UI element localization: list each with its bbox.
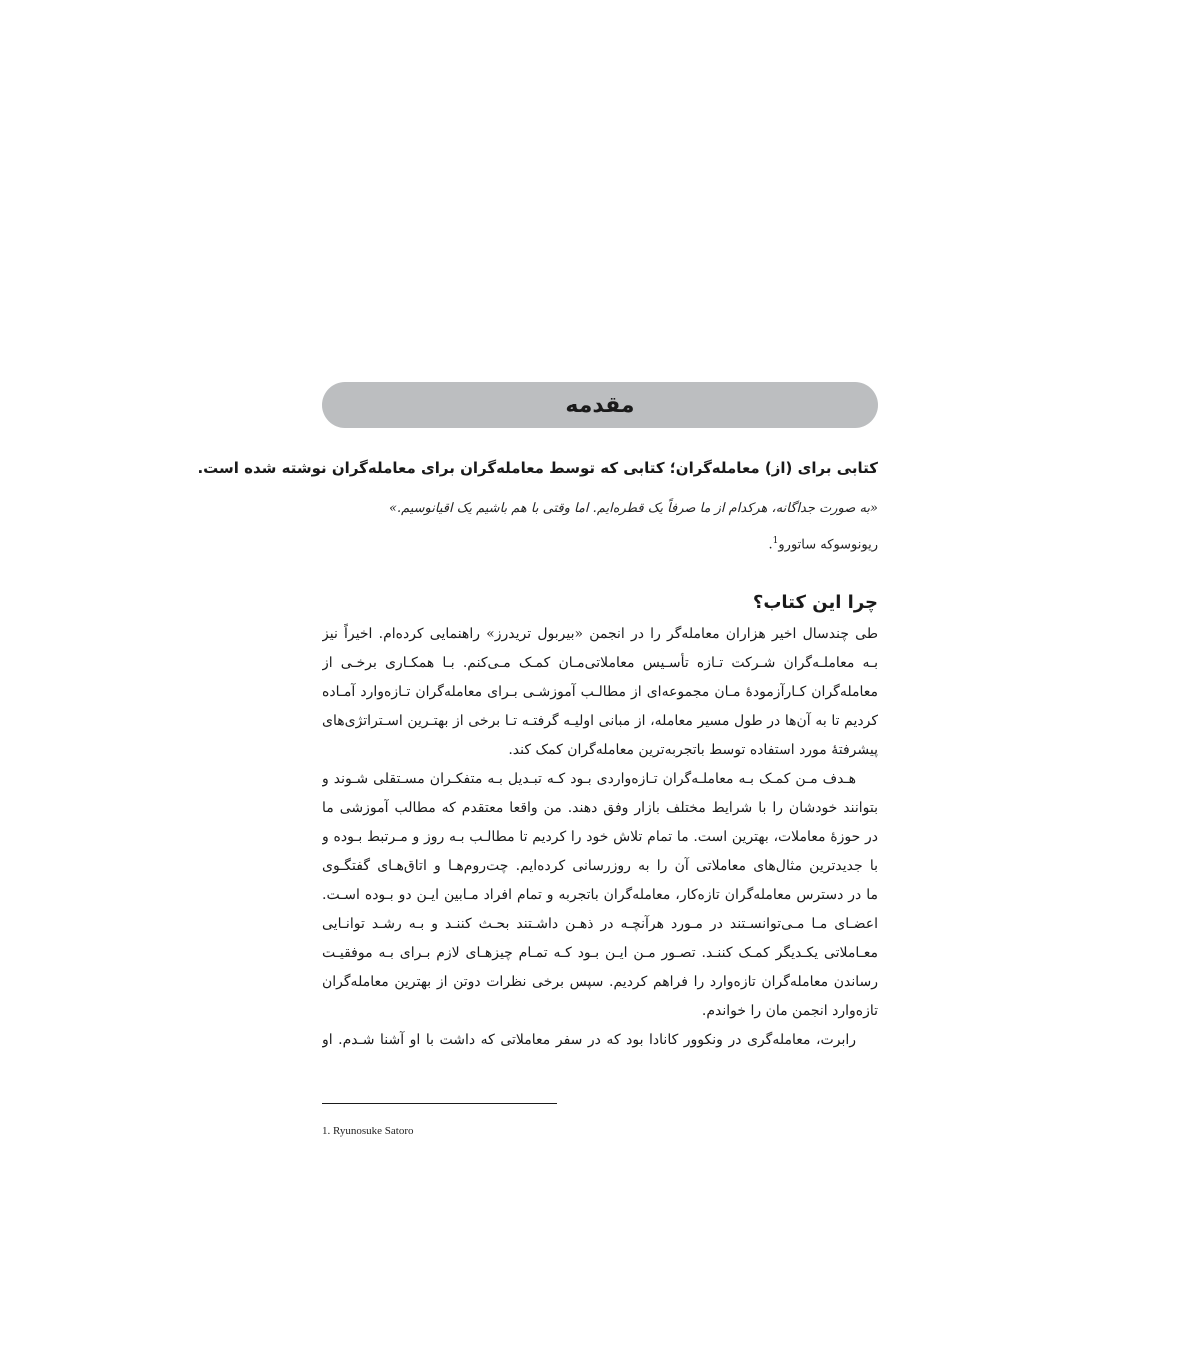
paragraph-line: در حوزهٔ معاملات، بهترین است. ما تمام تلاش خود را کردیم تا مطالـب بـه روز و مـرتبط بـوده و <box>322 829 878 845</box>
paragraph-line: معامله‌گران کـارآزمودهٔ مـان مجموعه‌ای از مطالـب آموزشـی بـرای معامله‌گران تـازه‌وارد آمـاده <box>322 684 878 700</box>
book-page <box>197 0 878 1372</box>
chapter-title: مقدمه <box>565 392 635 418</box>
paragraph-line: طی چندسال اخیر هزاران معامله‌گر را در انجمن «بیربول تریدرز» راهنمایی کرده‌ام. اخیراً نیز <box>322 626 878 642</box>
footnote-marker: 1 <box>772 536 779 546</box>
paragraph-line: رساندن معامله‌گران تازه‌وارد را فراهم کردیم. سپس برخی نظرات دوتن از بهترین معامله‌گران <box>322 974 878 990</box>
epigraph-quote: «به صورت جداگانه، هرکدام از ما صرفاً یک قطره‌ایم. اما وقتی با هم باشیم یک اقیانوسیم.» <box>388 501 878 516</box>
section-heading: چرا این کتاب؟ <box>752 592 878 613</box>
paragraph-line: پیشرفتهٔ مورد استفاده توسط باتجربه‌ترین معامله‌گران کمک کند. <box>508 742 878 758</box>
footnote: 1. Ryunosuke Satoro <box>322 1125 414 1137</box>
paragraph-line: اعضـای مـا مـی‌توانسـتند در مـورد هرآنچـه در ذهـن داشـتند بحـث کننـد و بـه رشـد توانـایی <box>322 916 878 932</box>
paragraph-line: معـاملاتی یکـدیگر کمـک کننـد. تصـور مـن ایـن بـود کـه تمـام چیزهـای لازم بـرای بـه موفقیـت <box>322 945 878 961</box>
paragraph-line: تازه‌وارد انجمن مان را خواندم. <box>701 1003 878 1019</box>
chapter-banner <box>322 382 878 428</box>
paragraph-line: کردیم تا به آن‌ها در طول مسیر معامله، از مبانی اولیـه گرفتـه تـا برخی از بهتـرین اسـتراتژی‌های <box>322 713 878 729</box>
chapter-subtitle: کتابی برای (از) معامله‌گران؛ کتابی که توسط معامله‌گران برای معامله‌گران نوشته شده است. <box>197 459 878 477</box>
paragraph-line: بـه معاملـه‌گران شـرکت تـازه تأسـیس معاملاتی‌مـان کمـک مـی‌کنم. بـا همکـاری برخـی از <box>322 655 878 671</box>
footnote-divider <box>322 1103 557 1104</box>
body-text <box>322 620 878 1055</box>
epigraph-author: ریونوسوکه ساتورو <box>778 537 878 553</box>
paragraph-line: با جدیدترین مثال‌های معاملاتی آن را به روزرسانی کرده‌ایم. چت‌روم‌هـا و اتاق‌هـای گفتگـوی <box>322 858 878 874</box>
paragraph-line: ما در دسترس معامله‌گران تازه‌کار، معامله‌گران باتجربه و تمام افراد مـابین ایـن دو بـوده اسـت. <box>322 887 878 903</box>
paragraph-line: هـدف مـن کمـک بـه معاملـه‌گران تـازه‌واردی بـود کـه تبـدیل بـه متفکـران مسـتقلی شـوند و <box>322 771 856 787</box>
paragraph-line: رابرت، معامله‌گری در ونکوور کانادا بود که در سفر معاملاتی که داشت با او آشنا شـدم. او <box>322 1032 856 1048</box>
epigraph-author-line: ریونوسوکه ساتورو$^1$. <box>768 536 878 553</box>
paragraph-line: بتوانند خودشان را با شرایط مختلف بازار وفق دهند. من واقعا معتقدم که مطالب آموزشی ما <box>322 800 878 816</box>
